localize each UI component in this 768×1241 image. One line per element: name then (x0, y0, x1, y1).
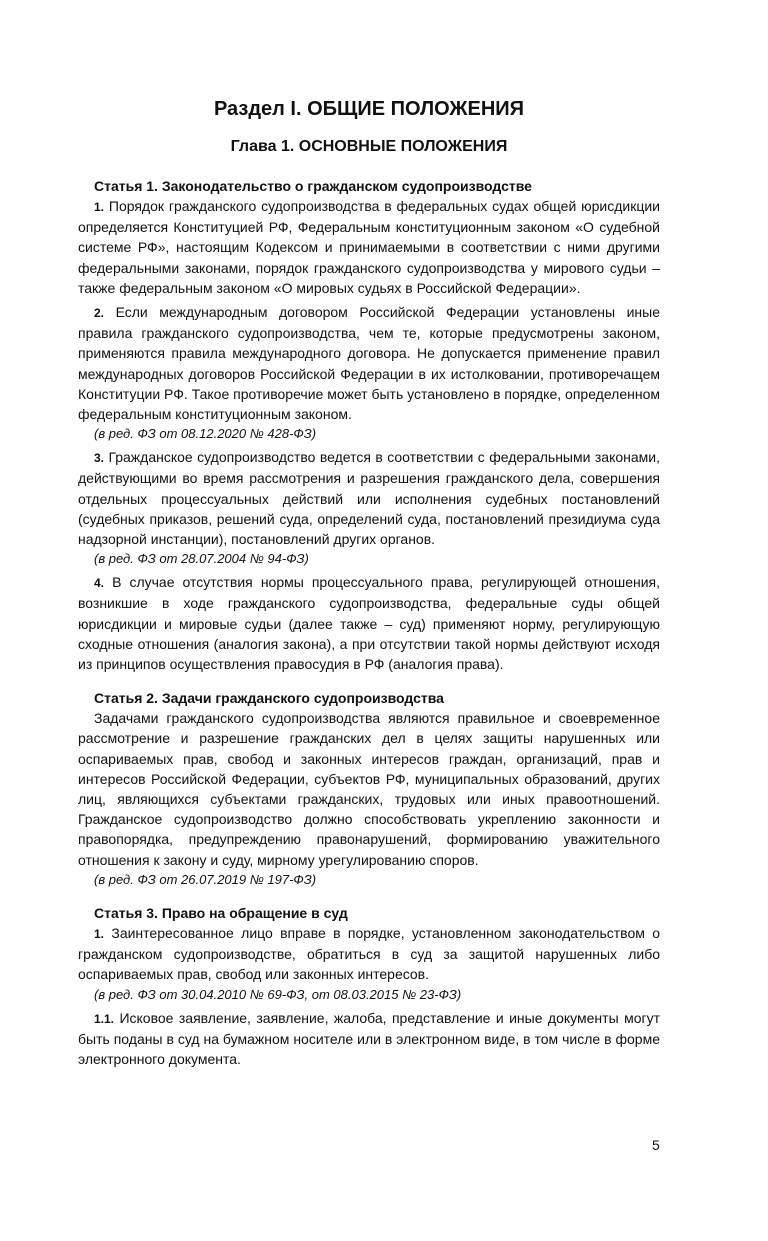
section-title: Раздел I. ОБЩИЕ ПОЛОЖЕНИЯ (213, 98, 525, 120)
paragraph-text: Если международным договором Российской Федерации установлены иные правила гражданского судопроизводства, чем те, которые предусмотрены законом, применяются правила международного договора. Не допускается применение правил международных договоров Российской Федерации в их истолковании, противоречащем Конституции РФ. Такое противоречие может быть установлено в порядке, определенном федеральным конституционным законом. (78, 304, 661, 423)
paragraph-text: Гражданское судопроизводство ведется в соответствии с федеральными законами, действующими во время рассмотрения и разрешения гражданского дела, совершения отдельных процессуальных действий или исполнения судебных постановлений (судебных приказов, решений суда, определений суда, постановлений президиума суда надзорной инстанции), постановлений других органов. (78, 449, 660, 548)
article-1 (78, 176, 660, 674)
paragraph-number: 4. (94, 576, 105, 591)
page-number: 5 (652, 1137, 660, 1153)
amendment-note: (в ред. ФЗ от 28.07.2004 № 94-ФЗ) (94, 551, 309, 567)
article-3 (78, 903, 660, 1069)
amendment-note: (в ред. ФЗ от 30.04.2010 № 69-ФЗ, от 08.03.2015 № 23-ФЗ) (94, 986, 462, 1002)
paragraph-number: 1. (94, 200, 105, 214)
amendment-note: (в ред. ФЗ от 08.12.2020 № 428-ФЗ) (94, 426, 317, 442)
document-page (78, 96, 660, 1069)
paragraph (78, 572, 660, 674)
paragraph (78, 708, 660, 870)
paragraph-text: Задачами гражданского судопроизводства являются правильное и своевременное рассмотрение и разрешение гражданских дел в целях защиты нарушенных или оспариваемых прав, свобод и законных интересов граждан, организаций, прав и интересов Российской Федерации, субъектов РФ, муниципальных образований, других лиц, являющихся субъектами гражданских, трудовых или иных правоотношений. Гражданское судопроизводство должно способствовать укреплению законности и правопорядка, предупреждению правонарушений, формированию уважительного отношения к закону и суду, мирному урегулированию споров. (78, 710, 660, 868)
paragraph (78, 1008, 660, 1070)
paragraph-number: 1.1. (94, 1011, 115, 1026)
article-2 (78, 688, 660, 889)
amendment-note: (в ред. ФЗ от 26.07.2019 № 197-ФЗ) (94, 871, 317, 887)
article-title: Статья 1. Законодательство о гражданском судопроизводстве (94, 178, 532, 194)
paragraph-text: Заинтересованное лицо вправе в порядке, установленном законодательством о гражданском судопроизводстве, обратиться в суд за защитой нарушенных либо оспариваемых прав, свобод или законных интересов. (78, 924, 660, 983)
paragraph (78, 447, 660, 549)
article-title: Статья 2. Задачи гражданского судопроизводства (94, 690, 444, 707)
paragraph-number: 1. (94, 926, 105, 941)
paragraph (78, 302, 660, 424)
paragraph-number: 2. (94, 306, 105, 321)
paragraph-text: Порядок гражданского судопроизводства в федеральных судах общей юрисдикции определяется Конституцией РФ, Федеральным конституционным законом «О судебной системе РФ», настоящим Кодексом и принимаемыми в соответствии с ними другими федеральными законами, порядок гражданского судопроизводства у мирового судьи – также федеральным законом «О мировых судьях в Российской Федерации». (78, 198, 661, 296)
paragraph-text: В случае отсутствия нормы процессуального права, регулирующей отношения, возникшие в ходе гражданского судопроизводства, федеральные суды общей юрисдикции и мировые судьи (далее также – суд) применяют норму, регулирующую сходные отношения (аналогия закона), а при отсутствии такой нормы действуют исходя из принципов осуществления правосудия в РФ (аналогия права). (78, 574, 660, 673)
article-title: Статья 3. Право на обращение в суд (94, 904, 348, 921)
paragraph-text: Исковое заявление, заявление, жалоба, представление и иные документы могут быть поданы в суд на бумажном носителе или в электронном виде, в том числе в форме электронного документа. (78, 1009, 660, 1067)
chapter-title: Глава 1. ОСНОВНЫЕ ПОЛОЖЕНИЯ (230, 138, 508, 155)
paragraph (78, 196, 660, 298)
paragraph-number: 3. (94, 451, 105, 466)
paragraph (78, 923, 660, 985)
